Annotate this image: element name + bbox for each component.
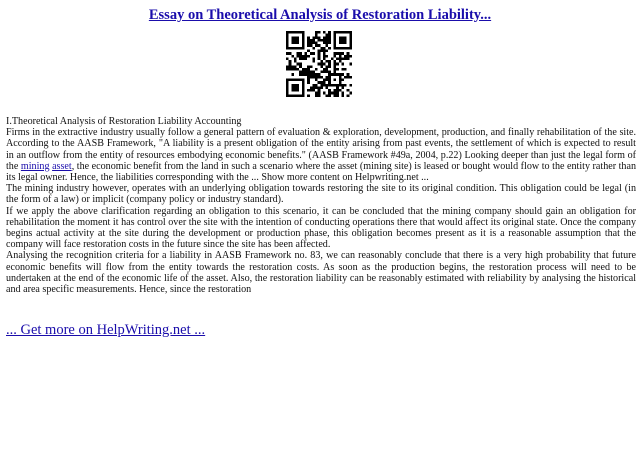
paragraph-1-part-a: Firms in the extractive industry usually follow a general pattern of evaluation & exploration, development, production, and finally rehabilitation of the site. According to the AASB Framework, "A liability is a present obligation of the entity arising from past events, the settlement of which is expected to result in an outflow from the entity of resources embodying economic benefits." (AASB Framework #49a, 2004, p.22) Looking deeper than just the legal form of the xyxy=(6,127,636,172)
mining-link[interactable]: mining xyxy=(20,160,50,172)
get-more-link[interactable]: ... Get more on HelpWriting.net ... xyxy=(6,322,206,338)
essay-body xyxy=(6,116,636,295)
paragraph-3: If we apply the above clarification regarding an obligation to this scenario, it can be concluded that the mining company should gain an obligation for rehabilitation the moment it has control over the site with the intention of conducting operations there that would affect its original state. Once the company begins actual activity at the site during the development or production phase, this obligation becomes present as it is a reasonable assumption that the company will face restoration costs in the future since the site has been affected. xyxy=(6,205,636,251)
essay-heading: I.Theoretical Analysis of Restoration Liability Accounting xyxy=(6,116,242,127)
paragraph-1-part-c: , the economic benefit from the land in such a scenario where the asset (mining site) is leased or bought would flow to the entity rather than its legal owner. Hence, the liabilities corresponding with the ... Show more content on Helpwriting.net ... xyxy=(6,160,637,184)
paragraph-1 xyxy=(6,127,636,183)
asset-link[interactable]: asset xyxy=(52,160,72,172)
essay-title-link[interactable]: Essay on Theoretical Analysis of Restoration Liability... xyxy=(148,7,492,23)
qr-code-icon xyxy=(286,30,352,98)
paragraph-4: Analysing the recognition criteria for a liability in AASB Framework no. 83, we can reasonably conclude that there is a very high probability that future economic benefits will flow from the entity towards the restoration costs. As soon as the production begins, the restoration process will need to be undertaken at the end of the economic life of the asset. Also, the restoration liability can be reasonably estimated with reliability by analysing the historical and area specific measurements. Hence, since the restoration xyxy=(6,250,636,296)
paragraph-2: The mining industry however, operates with an underlying obligation towards restoring the site to its original condition. This obligation could be legal (in the form of a law) or implicit (company policy or industry standard). xyxy=(6,183,636,206)
